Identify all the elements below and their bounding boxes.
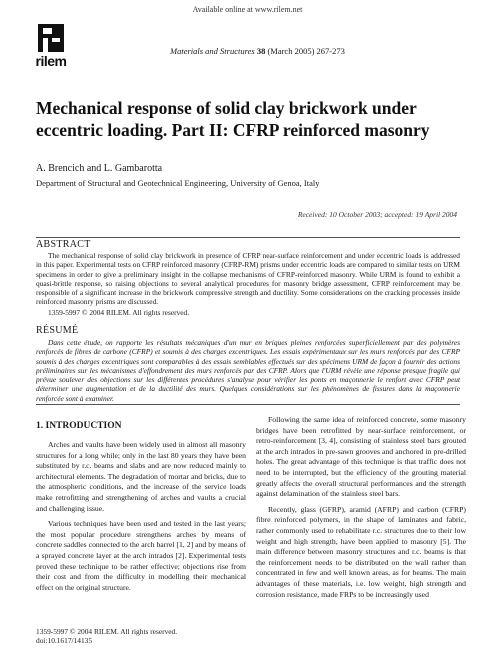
resume-text: Dans cette étude, on rapporte les résultats mécaniques d'un mur en briques pleines renforcées superficiellement par des polymères renforcés de fibres de carbone (CFRP) et soumis à des charges excentriques. Les essais expérimentaux sur les murs renforcés par des CFRP soumis à des charges excentriques sont comparables à des essais semblables effectués sur des spécimens URM de façon à fournir des actions préliminaires sur les mécanismes d'effondrement des murs renforcés par des CFRP. Alors que l'URM révèle une réponse presque fragile qui prévue soulever des objections sur les différentes procédures s'analyse pour vérifier les ponts en maçonnerie le renfort avec CFRP peut déterminer une augmentation et de la ductilité des murs. Quelques considérations sur les phénomènes de fissures dans la maçonnerie renforcée sont à examiner.	[36, 338, 460, 403]
abstract-copyright: 1359-5997 © 2004 RILEM. All rights reserved.	[48, 308, 190, 317]
rilem-logo-icon	[38, 24, 64, 52]
resume-heading: RÉSUMÉ	[36, 325, 79, 336]
left-column	[36, 440, 246, 593]
journal-volume: 38	[256, 46, 266, 56]
journal-name: Materials and Structures	[170, 46, 255, 56]
footer-doi: doi:10.1617/14135	[36, 636, 93, 645]
abstract-text: The mechanical response of solid clay brickwork in presence of CFRP near-surface reinforcement and under eccentric loads is addressed in this paper. Experimental tests on CFRP reinforced masonry (CFRP-RM) prisms under eccentric loads are compared to similar tests on URM specimens in order to give a preliminary insight in the collapse mechanisms of CFRP-reinforced masonry. While URM is found to exhibit a quasi-brittle response, so raising objections to several analytical procedures for masonry bridge assessment, CFRP reinforcement may be responsible of a significant increase in the brickwork compressive strength and ductility. Some considerations on the cracking processes inside reinforced masonry prisms are discussed.	[36, 251, 460, 307]
abstract-bottom-rule	[36, 404, 460, 405]
received-dates: Received: 10 October 2003; accepted: 19 April 2004	[297, 210, 457, 219]
availability-note: Available online at www.rilem.net	[192, 5, 303, 14]
right-column	[256, 415, 466, 600]
body-paragraph: Recently, glass (GFRP), aramid (AFRP) and carbon (CFRP) fibre reinforced polymers, in the shape of laminates and fabric, rather commonly used to rehabilitate r.c. structures due to their low weight and high strength, have been applied to masonry [5]. The main difference between masonry structures and r.c. beams is that the reinforcement needs to be distributed on the wall rather than concentrated in few and well known areas, as for beams. The main advantages of these materials, i.e. low weight, high strength and corrosion resistance, made FRPs to be increasingly used	[256, 504, 466, 599]
abstract-top-rule	[36, 237, 460, 238]
section-heading-introduction: 1. INTRODUCTION	[36, 421, 122, 431]
affiliation: Department of Structural and Geotechnical Engineering, University of Genoa, Italy	[36, 178, 320, 188]
abstract-heading: ABSTRACT	[36, 239, 91, 250]
logo-text: rilem	[35, 53, 67, 69]
footer-copyright: 1359-5997 © 2004 RILEM. All rights reserved.	[36, 627, 178, 636]
journal-issue: (March 2005) 267-273	[267, 46, 345, 56]
paper-title: Mechanical response of solid clay brickwork under eccentric loading. Part II: CFRP reinforced masonry	[36, 98, 430, 140]
body-paragraph: Arches and vaults have been widely used in almost all masonry structures for a long while; only in the last 80 years they have been substituted by r.c. beams and slabs and are now reduced mainly to architectural elements. The degradation of mortar and bricks, due to the atmospheric conditions, and the increase of the service loads make retrofitting and strengthening of arches and vaults a crucial and challenging issue.	[36, 440, 246, 513]
page-footer	[36, 627, 177, 645]
rilem-logo	[30, 24, 72, 72]
body-paragraph: Following the same idea of reinforced concrete, some masonry bridges have been retrofitted by near-surface reinforcement, or retro-reinforcement [3, 4], consisting of stainless steel bars grouted at the arch intrados in pre-sawn grooves and anchored in pre-drilled holes. The great advantage of this technique is that traffic does not need to be interrupted, but the efficiency of the grouting material greatly affects the overall structural performances and the strength against delamination of the stainless steel bars.	[256, 415, 466, 499]
authors: A. Brencich and L. Gambarotta	[36, 163, 163, 174]
journal-citation	[170, 46, 345, 56]
body-paragraph: Various techniques have been used and tested in the last years; the most popular procedure strengthens arches by means of concrete saddles connected to the arch barrel [1, 2] and by means of a sprayed concrete layer at the arch intrados [2]. Experimental tests proved these technique to be rather effective; objections rise from their cost and from the difficulty in modelling their mechanical effect on the original structure.	[36, 519, 246, 592]
